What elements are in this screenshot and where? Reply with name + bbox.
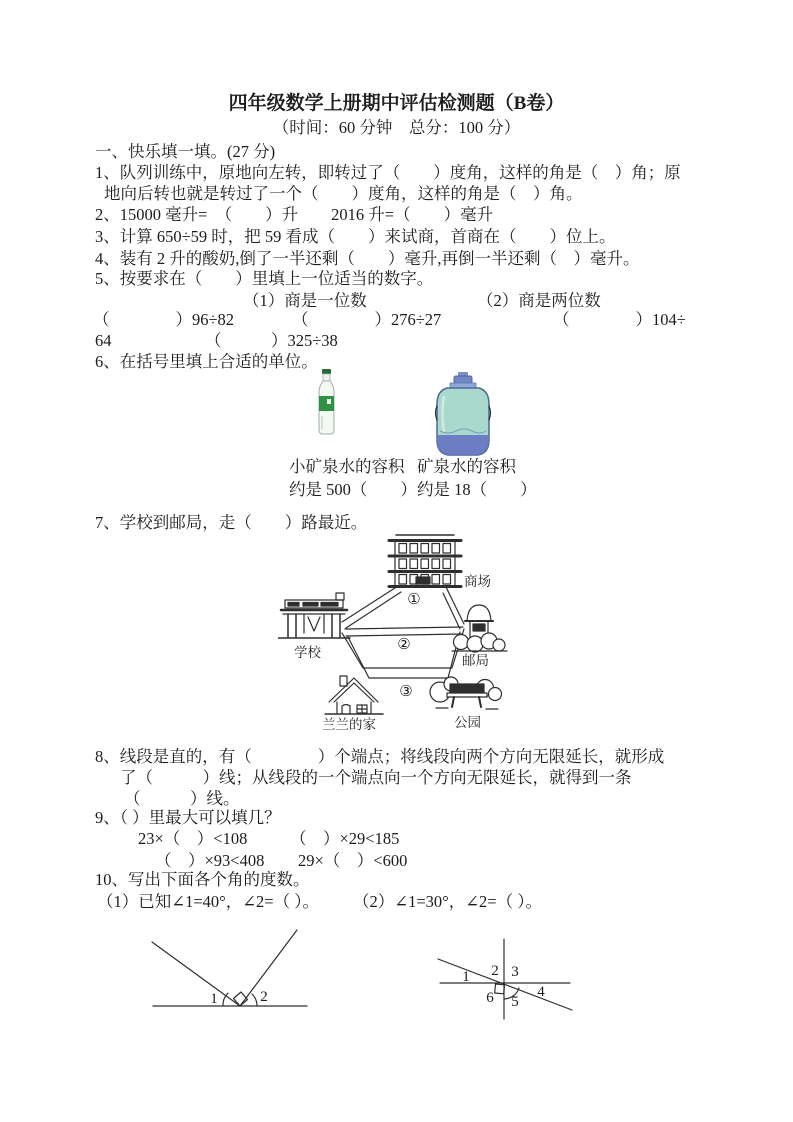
small-bottle-label (319, 396, 334, 411)
q6-text: 6、在括号里填上合适的单位。 (95, 352, 318, 371)
map-label-post-office: 邮局 (462, 653, 489, 668)
map-route2-badge: ② (397, 637, 411, 653)
home-building (325, 676, 383, 714)
small-bottle-caption-line1: 小矿泉水的容积 (289, 457, 405, 476)
q9-text: 9、（ ）里最大可以填几？ (95, 808, 281, 827)
q8-line1: 8、线段是直的，有（ ）个端点；将线段向两个方向无限延长，就形成 (95, 747, 665, 766)
q3-text: 3、计算 650÷59 时，把 59 看成（ ）来试商，首商在（ ）位上。 (95, 227, 616, 246)
q5-option1: （1）商是一位数 (243, 291, 367, 310)
big-bottle-caption-line1: 矿泉水的容积 (417, 457, 516, 476)
angle-diagram-1 (140, 920, 320, 1020)
q10-part2: （2）∠1=30°，∠2=（ ）。 (353, 892, 542, 911)
angle2-label-6: 6 (486, 990, 494, 1006)
big-bottle-base (437, 435, 489, 455)
q8-line2: 了（ ）线；从线段的一个端点向一个方向无限延长，就得到一条 (120, 768, 632, 787)
page-title: 四年级数学上册期中评估检测题（B卷） (228, 93, 565, 114)
small-bottle-caption-line2: 约是 500（ ） (289, 480, 417, 499)
map-label-school: 学校 (294, 645, 321, 660)
map-label-park: 公园 (454, 715, 481, 730)
q5-row2-item1: 64 (95, 331, 112, 350)
map-route1-badge: ① (407, 592, 421, 608)
q1-line2: 地向后转也就是转过了一个（ ）度角，这样的角是（ ）角。 (104, 184, 583, 203)
q9-row1-col2: （ ）×29<185 (290, 829, 400, 848)
q8-line3: （ ）线。 (124, 789, 240, 808)
q9-row1-col1: 23×（ ）<108 (138, 829, 248, 848)
mall-building (389, 535, 461, 587)
q5-row1-item3: （ ）104÷ (553, 310, 686, 329)
map-roads (342, 586, 464, 678)
big-bottle-caption-line2: 约是 18（ ） (417, 480, 537, 499)
section-heading: 一、快乐填一填。(27 分) (95, 142, 276, 161)
angle2-label-4: 4 (537, 984, 545, 1000)
angle2-label-5: 5 (511, 994, 519, 1010)
q2-text: 2、15000 毫升= （ ）升 2016 升=（ ）毫升 (95, 205, 494, 224)
angle2-label-3: 3 (511, 964, 519, 980)
park-scene (430, 677, 502, 709)
q5-option2: （2）商是两位数 (477, 291, 601, 310)
q5-row1-item1: （ ）96÷82 (93, 310, 235, 329)
big-bottle-image (434, 372, 492, 458)
q9-row2-col2: 29×（ ）<600 (298, 851, 408, 870)
small-bottle-cap (322, 369, 331, 374)
q9-row2-col1: （ ）×93<408 (155, 851, 265, 870)
q1-line1: 1、队列训练中，原地向左转，即转过了（ ）度角，这样的角是（ ）角；原 (95, 163, 681, 182)
angle2-label-1: 1 (462, 969, 470, 985)
q5-text: 5、按要求在（ ）里填上一位适当的数字。 (95, 269, 434, 288)
q4-text: 4、装有 2 升的酸奶,倒了一半还剩（ ）毫升,再倒一半还剩（ ）毫升。 (95, 249, 640, 268)
q10-part1: （1）已知∠1=40°，∠2=（ ）。 (97, 892, 319, 911)
angle1-label-1: 1 (210, 991, 218, 1007)
q5-row2-item2: （ ）325÷38 (205, 331, 338, 350)
school-building (278, 593, 350, 638)
angle1-label-2: 2 (260, 989, 268, 1005)
route-map-image (278, 525, 548, 737)
q10-text: 10、写出下面各个角的度数。 (95, 870, 310, 889)
map-label-mall: 商场 (464, 574, 491, 589)
q5-row1-item2: （ ）276÷27 (292, 310, 442, 329)
map-route3-badge: ③ (399, 684, 413, 700)
page-subtitle: （时间：60 分钟 总分：100 分） (272, 118, 521, 137)
map-label-home: 兰兰的家 (322, 717, 376, 732)
angle2-label-2: 2 (491, 963, 499, 979)
q7-text: 7、学校到邮局，走（ ）路最近。 (95, 513, 368, 532)
angle-diagram-2 (430, 930, 590, 1030)
small-bottle-image (312, 368, 340, 442)
